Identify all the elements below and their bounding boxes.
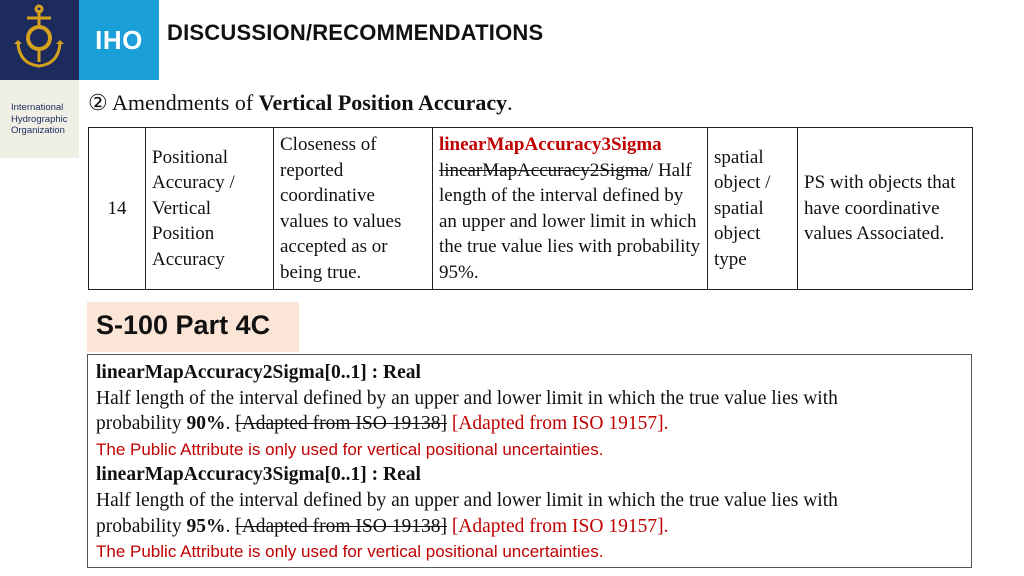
probability-value: 90%	[186, 413, 226, 435]
definition-text: Half length of the interval defined by an upper and lower limit in which the true value lies with	[96, 387, 838, 409]
code-description: Half length of the interval defined by an upper and lower limit in which the true value lies with probability 95%.	[439, 159, 701, 283]
probability-value: 95%	[186, 515, 226, 537]
definition-probability: probability 95%. [Adapted from ISO 19138] [Adapted from ISO 19157].	[96, 515, 669, 537]
org-line: Organization	[11, 125, 65, 136]
anchor-emblem-icon	[0, 0, 79, 80]
s100-badge: S-100 Part 4C	[87, 302, 299, 352]
cell-code	[433, 128, 708, 290]
definition-note: The Public Attribute is only used for vertical positional uncertainties.	[96, 439, 604, 459]
org-line: International	[11, 102, 64, 113]
amendment-table	[88, 127, 973, 290]
definition-note: The Public Attribute is only used for vertical positional uncertainties.	[96, 542, 604, 562]
section-subtitle	[88, 90, 513, 116]
subtitle-suffix: .	[507, 90, 513, 115]
subtitle-emphasis: Vertical Position Accuracy	[258, 90, 508, 115]
subtitle-prefix: ② Amendments of	[88, 90, 259, 115]
org-line: Hydrographic	[11, 113, 68, 125]
definition-heading: linearMapAccuracy3Sigma[0..1] : Real	[96, 464, 421, 486]
organization-name	[0, 80, 79, 158]
cell-remarks: PS with objects that have coordinative values Associated.	[798, 128, 973, 290]
new-reference: [Adapted from ISO 19157].	[446, 515, 669, 537]
definition-probability: probability 90%. [Adapted from ISO 19138] [Adapted from ISO 19157].	[96, 413, 669, 435]
new-reference: [Adapted from ISO 19157].	[446, 413, 669, 435]
iho-emblem	[0, 0, 79, 80]
cell-type: spatial object / spatial object type	[708, 128, 798, 290]
code-new: linearMapAccuracy3Sigma	[439, 134, 662, 155]
code-old-struck: linearMapAccuracy2Sigma	[439, 159, 648, 181]
code-separator: /	[647, 159, 654, 181]
cell-number: 14	[89, 128, 146, 290]
cell-name: Positional Accuracy / Vertical Position Accuracy	[146, 128, 274, 290]
page-title: DISCUSSION/RECOMMENDATIONS	[167, 20, 544, 45]
table-row	[89, 128, 973, 290]
definition-heading: linearMapAccuracy2Sigma[0..1] : Real	[96, 362, 421, 383]
definition-text: Half length of the interval defined by an upper and lower limit in which the true value lies with	[96, 489, 838, 511]
definition-box	[87, 354, 972, 568]
struck-reference: [Adapted from ISO 19138]	[235, 413, 447, 435]
cell-definition: Closeness of reported coordinative values to values accepted as or being true.	[274, 128, 433, 290]
struck-reference: [Adapted from ISO 19138]	[235, 515, 447, 537]
iho-brand: IHO	[79, 0, 159, 80]
